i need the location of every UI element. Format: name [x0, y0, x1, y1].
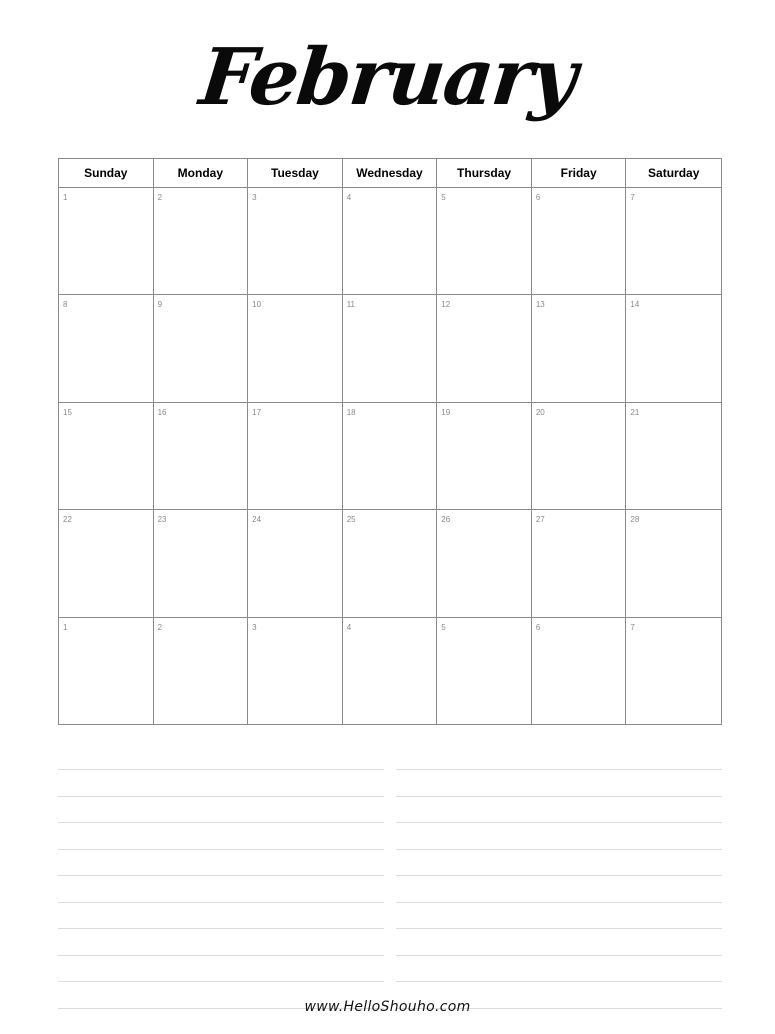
weekday-wednesday: Wednesday [343, 159, 438, 187]
day-cell [154, 403, 249, 510]
day-cell [626, 618, 721, 725]
weekday-sunday: Sunday [59, 159, 154, 187]
note-line [396, 875, 722, 902]
day-cell [248, 510, 343, 617]
date-number: 19 [441, 408, 450, 417]
day-cell [532, 188, 627, 295]
day-cell [248, 295, 343, 402]
day-cell [343, 510, 438, 617]
date-number: 20 [536, 408, 545, 417]
date-number: 16 [158, 408, 167, 417]
date-number: 8 [63, 300, 67, 309]
date-number: 12 [441, 300, 450, 309]
calendar-grid [58, 158, 722, 725]
day-cell [626, 510, 721, 617]
day-cell [248, 618, 343, 725]
day-cell [626, 295, 721, 402]
note-line [396, 955, 722, 982]
day-cell [154, 510, 249, 617]
day-cell [59, 295, 154, 402]
note-line [58, 902, 384, 929]
day-cell [59, 510, 154, 617]
weekday-header-row [59, 159, 721, 188]
date-number: 6 [536, 623, 540, 632]
date-number: 21 [630, 408, 639, 417]
day-cell [532, 403, 627, 510]
date-number: 27 [536, 515, 545, 524]
date-number: 18 [347, 408, 356, 417]
date-number: 5 [441, 193, 445, 202]
day-cell [437, 295, 532, 402]
day-cell [343, 188, 438, 295]
day-cell [437, 403, 532, 510]
date-number: 26 [441, 515, 450, 524]
day-cell [437, 510, 532, 617]
day-cell [532, 295, 627, 402]
note-line [58, 849, 384, 876]
day-cell [59, 188, 154, 295]
note-line [58, 875, 384, 902]
date-number: 14 [630, 300, 639, 309]
weekday-thursday: Thursday [437, 159, 532, 187]
day-cell [154, 295, 249, 402]
day-cell [59, 403, 154, 510]
date-number: 3 [252, 623, 256, 632]
day-cell [343, 295, 438, 402]
day-cell [343, 618, 438, 725]
note-line [58, 796, 384, 823]
note-line [396, 849, 722, 876]
weekday-friday: Friday [532, 159, 627, 187]
note-line [58, 928, 384, 955]
day-cell [59, 618, 154, 725]
date-number: 11 [347, 300, 355, 309]
date-number: 2 [158, 193, 162, 202]
date-number: 17 [252, 408, 261, 417]
day-cell [626, 403, 721, 510]
day-cell [437, 188, 532, 295]
date-number: 3 [252, 193, 256, 202]
notes-column-left [58, 769, 384, 1034]
weekday-monday: Monday [154, 159, 249, 187]
date-number: 15 [63, 408, 72, 417]
note-line [396, 928, 722, 955]
date-number: 23 [158, 515, 167, 524]
date-number: 28 [630, 515, 639, 524]
note-line [58, 769, 384, 796]
date-number: 25 [347, 515, 356, 524]
note-line [58, 955, 384, 982]
notes-column-right [396, 769, 722, 1034]
weekday-tuesday: Tuesday [248, 159, 343, 187]
date-number: 9 [158, 300, 162, 309]
date-number: 24 [252, 515, 261, 524]
date-number: 2 [158, 623, 162, 632]
day-cell [248, 188, 343, 295]
date-number: 1 [63, 193, 67, 202]
date-number: 5 [441, 623, 445, 632]
note-line [396, 796, 722, 823]
note-line [396, 902, 722, 929]
date-number: 10 [252, 300, 261, 309]
date-number: 7 [630, 193, 634, 202]
date-number: 13 [536, 300, 545, 309]
day-cell [154, 188, 249, 295]
day-cell [532, 510, 627, 617]
note-line [58, 822, 384, 849]
date-number: 6 [536, 193, 540, 202]
day-cell [626, 188, 721, 295]
footer-website: www.HelloShouho.com [0, 999, 775, 1015]
note-line [396, 769, 722, 796]
day-cells [59, 188, 721, 725]
day-cell [437, 618, 532, 725]
date-number: 7 [630, 623, 634, 632]
date-number: 22 [63, 515, 72, 524]
weekday-saturday: Saturday [626, 159, 721, 187]
date-number: 1 [63, 623, 67, 632]
day-cell [343, 403, 438, 510]
day-cell [532, 618, 627, 725]
day-cell [248, 403, 343, 510]
month-title: February [0, 18, 775, 138]
note-line [396, 822, 722, 849]
day-cell [154, 618, 249, 725]
date-number: 4 [347, 623, 351, 632]
date-number: 4 [347, 193, 351, 202]
